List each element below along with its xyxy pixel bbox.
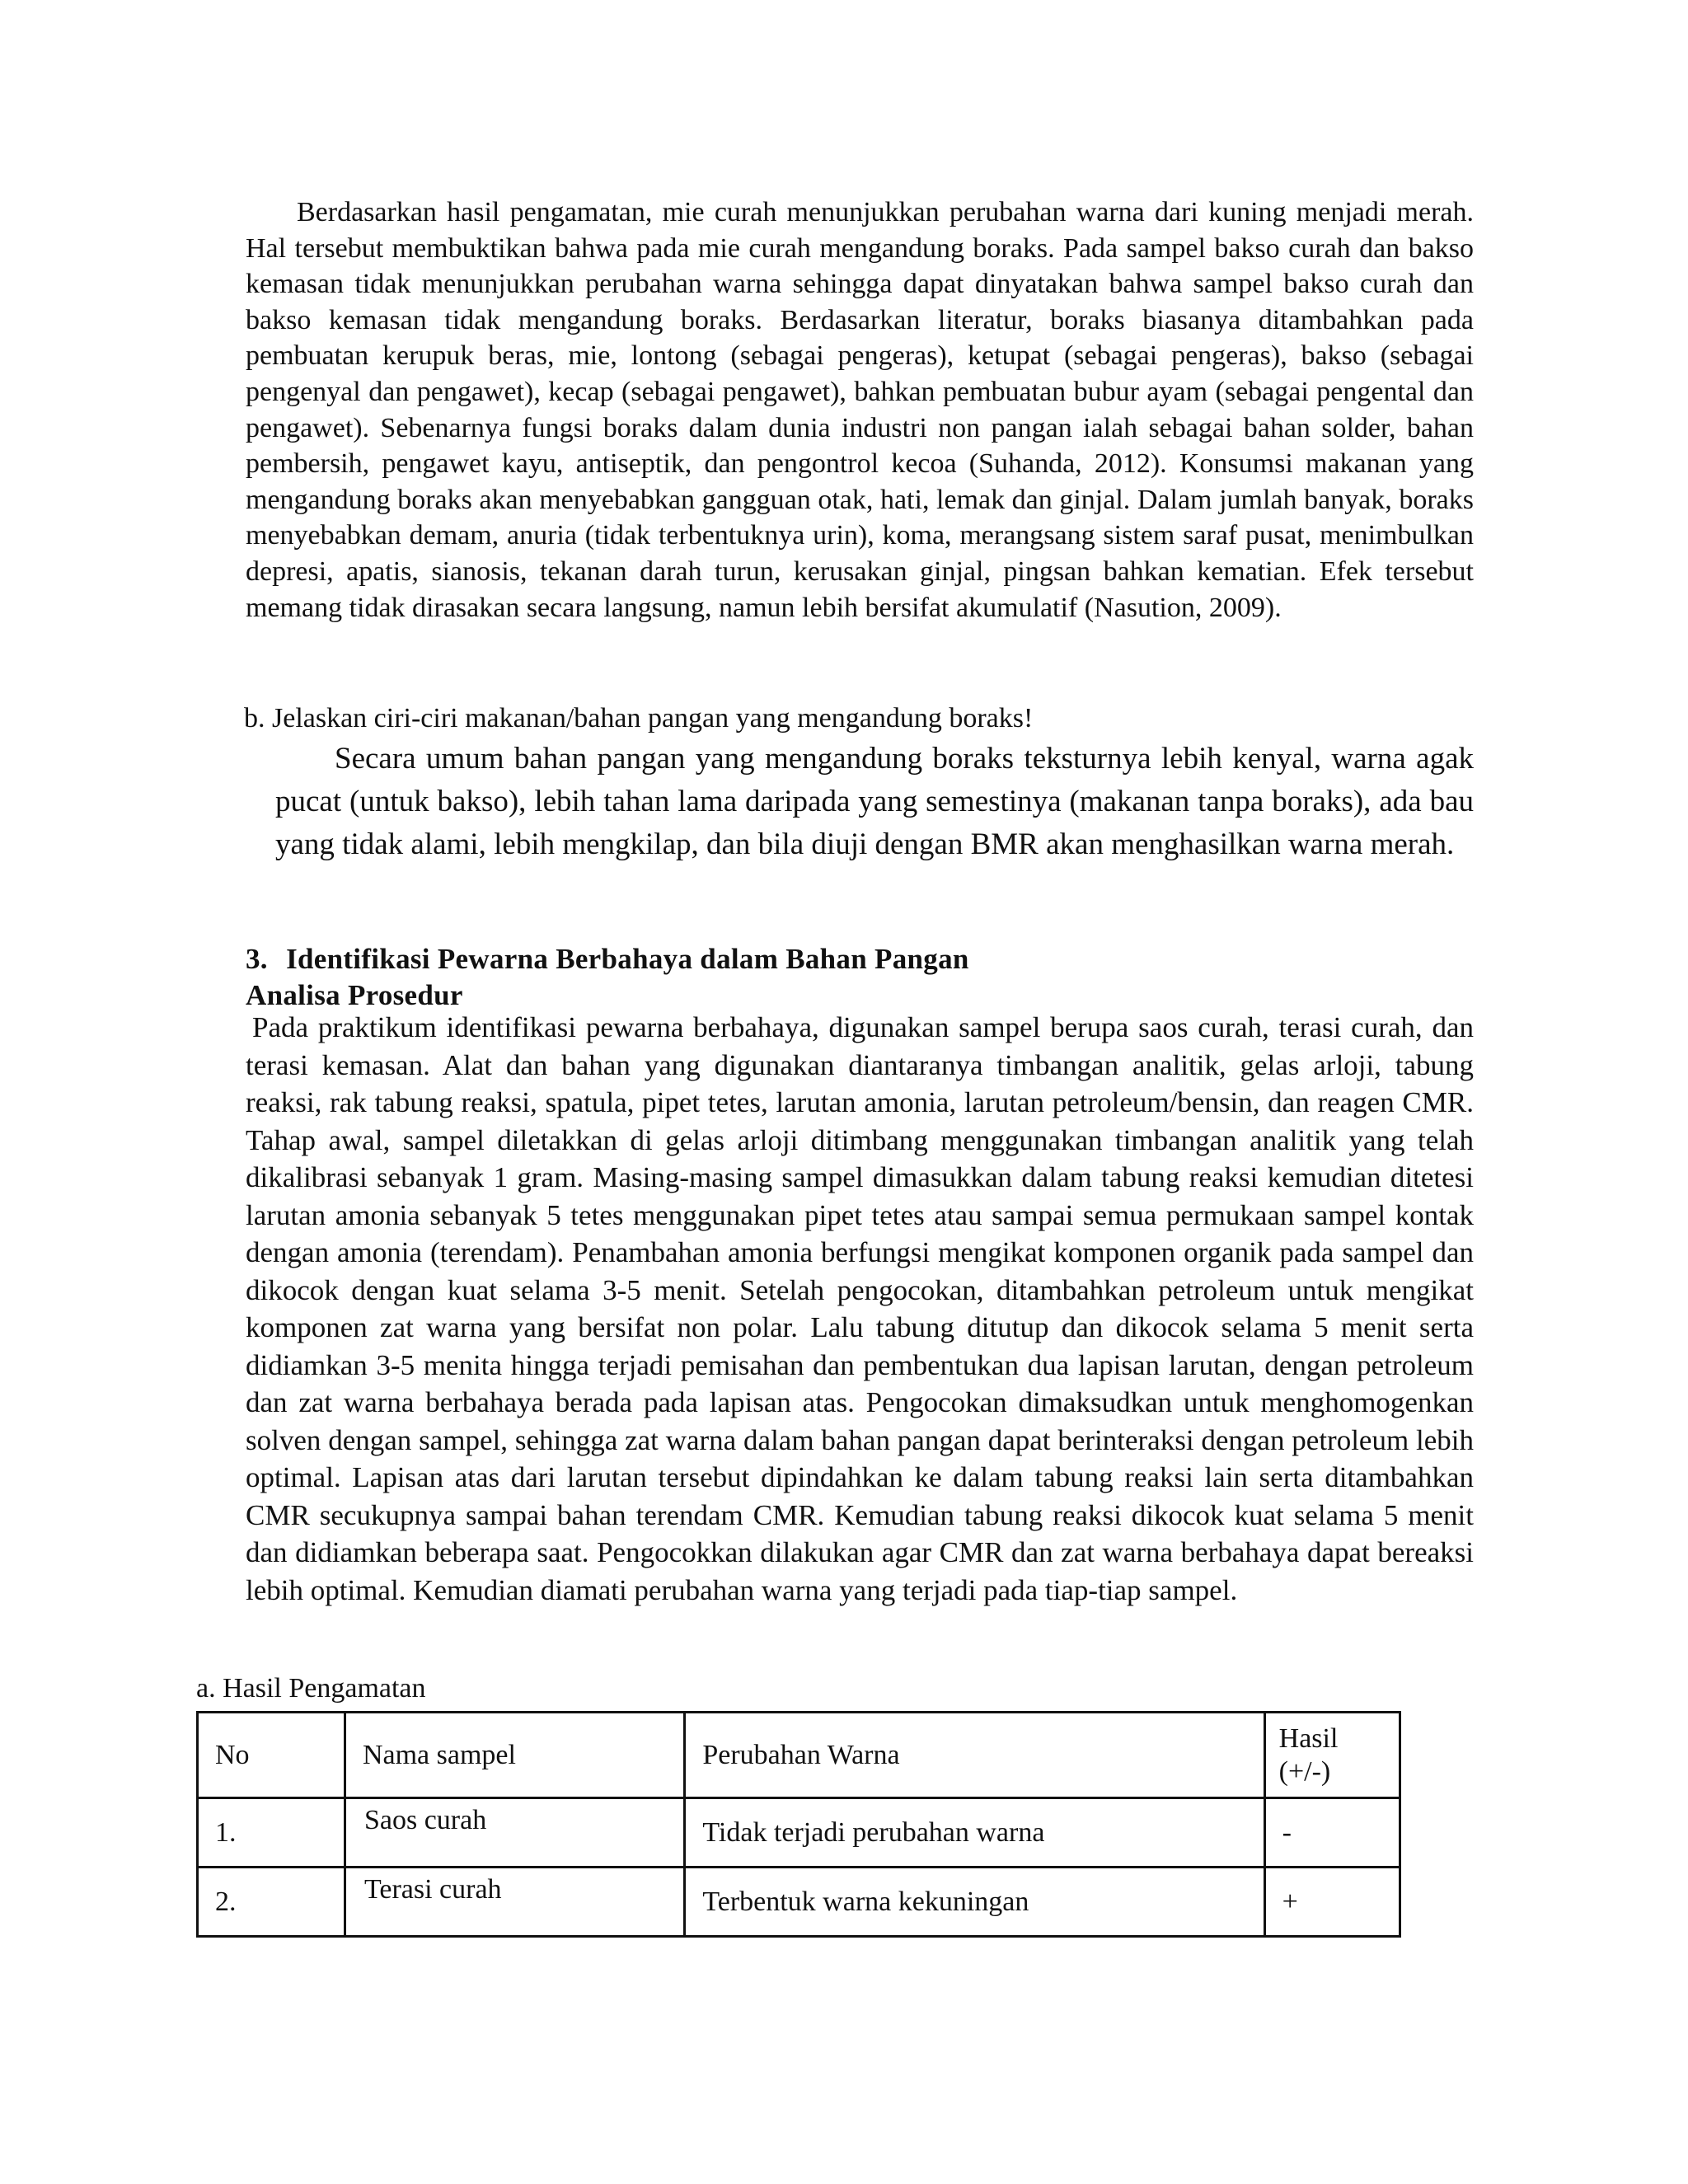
row-name: Terasi curah — [363, 1874, 502, 1905]
header-result-cell — [1264, 1713, 1400, 1798]
table-row — [198, 1868, 1400, 1937]
subsection-heading: Analisa Prosedur — [246, 979, 463, 1011]
row-name-cell — [345, 1868, 684, 1937]
answer-b-paragraph: Secara umum bahan pangan yang mengandung boraks teksturnya lebih kenyal, warna agak pucat (untuk bakso), lebih tahan lama daripada yang semestinya (makanan tanpa boraks), ada bau yang tidak alami, lebih mengkilap, dan bila diuji dengan BMR akan menghasilkan warna merah. — [275, 742, 1474, 861]
section-title: Identifikasi Pewarna Berbahaya dalam Bahan Pangan — [286, 943, 969, 975]
results-label: a. Hasil Pengamatan — [196, 1673, 426, 1704]
header-result-line1: Hasil — [1278, 1722, 1339, 1754]
header-change-cell — [685, 1713, 1264, 1798]
row-change: Terbentuk warna kekuningan — [702, 1886, 1029, 1917]
borax-discussion-paragraph: Berdasarkan hasil pengamatan, mie curah menunjukkan perubahan warna dari kuning menjadi merah. Hal tersebut membuktikan bahwa pada mie curah mengandung boraks. Pada sampel bakso curah dan bakso kemasan tidak menunjukkan perubahan warna sehingga dapat dinyatakan bahwa sampel bakso curah dan bakso kemasan tidak mengandung boraks. Berdasarkan literatur, boraks biasanya ditambahkan pada pembuatan kerupuk beras, mie, lontong (sebagai pengeras), ketupat (sebagai pengeras), bakso (sebagai pengenyal dan pengawet), kecap (sebagai pengawet), bahkan pembuatan bubur ayam (sebagai pengental dan pengawet). Sebenarnya fungsi boraks dalam dunia industri non pangan ialah sebagai bahan solder, bahan pembersih, pengawet kayu, antiseptik, dan pengontrol kecoa (Suhanda, 2012). Konsumsi makanan yang mengandung boraks akan menyebabkan gangguan otak, hati, lemak dan ginjal. Dalam jumlah banyak, boraks menyebabkan demam, anuria (tidak terbentuknya urin), koma, merangsang sistem saraf pusat, menimbulkan depresi, apatis, sianosis, tekanan darah turun, kerusakan ginjal, pingsan bahkan kematian. Efek tersebut memang tidak dirasakan secara langsung, namun lebih bersifat akumulatif (Nasution, 2009). — [246, 197, 1474, 623]
row-result: - — [1282, 1816, 1292, 1848]
section-heading — [246, 941, 969, 977]
header-result-line2: (+/-) — [1278, 1755, 1331, 1787]
header-name-cell — [345, 1713, 684, 1798]
row-no: 1. — [215, 1816, 237, 1848]
row-no-cell — [198, 1868, 345, 1937]
header-change: Perubahan Warna — [702, 1739, 900, 1770]
row-result-cell — [1264, 1798, 1400, 1868]
row-name-cell — [345, 1798, 684, 1868]
question-b: b. Jelaskan ciri-ciri makanan/bahan pangan yang mengandung boraks! — [244, 703, 1034, 733]
row-result-cell — [1264, 1868, 1400, 1937]
header-no-cell — [198, 1713, 345, 1798]
header-no: No — [215, 1739, 250, 1770]
table-row — [198, 1798, 1400, 1868]
header-name: Nama sampel — [362, 1739, 516, 1770]
row-result: + — [1282, 1886, 1298, 1917]
row-no: 2. — [215, 1886, 237, 1917]
row-no-cell — [198, 1798, 345, 1868]
procedure-paragraph: Pada praktikum identifikasi pewarna berbahaya, digunakan sampel berupa saos curah, terasi curah, dan terasi kemasan. Alat dan bahan yang digunakan diantaranya timbangan analitik, gelas arloji, tabung reaksi, rak tabung reaksi, spatula, pipet tetes, larutan amonia, larutan petroleum/bensin, dan reagen CMR. Tahap awal, sampel diletakkan di gelas arloji ditimbang menggunakan timbangan analitik yang telah dikalibrasi sebanyak 1 gram. Masing-masing sampel dimasukkan dalam tabung reaksi kemudian ditetesi larutan amonia sebanyak 5 tetes menggunakan pipet tetes atau sampai semua permukaan sampel kontak dengan amonia (terendam). Penambahan amonia berfungsi mengikat komponen organik pada sampel dan dikocok dengan kuat selama 3-5 menit. Setelah pengocokan, ditambahkan petroleum untuk mengikat komponen zat warna yang bersifat non polar. Lalu tabung ditutup dan dikocok selama 5 menit serta didiamkan 3-5 menita hingga terjadi pemisahan dan pembentukan dua lapisan larutan, dengan petroleum dan zat warna berbahaya berada pada lapisan atas. Pengocokan dimaksudkan untuk menghomogenkan solven dengan sampel, sehingga zat warna dalam bahan pangan dapat berinteraksi dengan petroleum lebih optimal. Lapisan atas dari larutan tersebut dipindahkan ke dalam tabung reaksi lain serta ditambahkan CMR secukupnya sampai bahan terendam CMR. Kemudian tabung reaksi dikocok kuat selama 5 menit dan didiamkan beberapa saat. Pengocokkan dilakukan agar CMR dan zat warna berbahaya dapat bereaksi lebih optimal. Kemudian diamati perubahan warna yang terjadi pada tiap-tiap sampel. — [246, 1011, 1474, 1606]
row-change-cell — [685, 1868, 1264, 1937]
row-name: Saos curah — [363, 1805, 487, 1835]
results-table — [196, 1711, 1401, 1938]
table-header-row — [198, 1713, 1400, 1798]
row-change: Tidak terjadi perubahan warna — [702, 1816, 1045, 1848]
row-change-cell — [685, 1798, 1264, 1868]
section-number: 3. — [246, 943, 268, 975]
